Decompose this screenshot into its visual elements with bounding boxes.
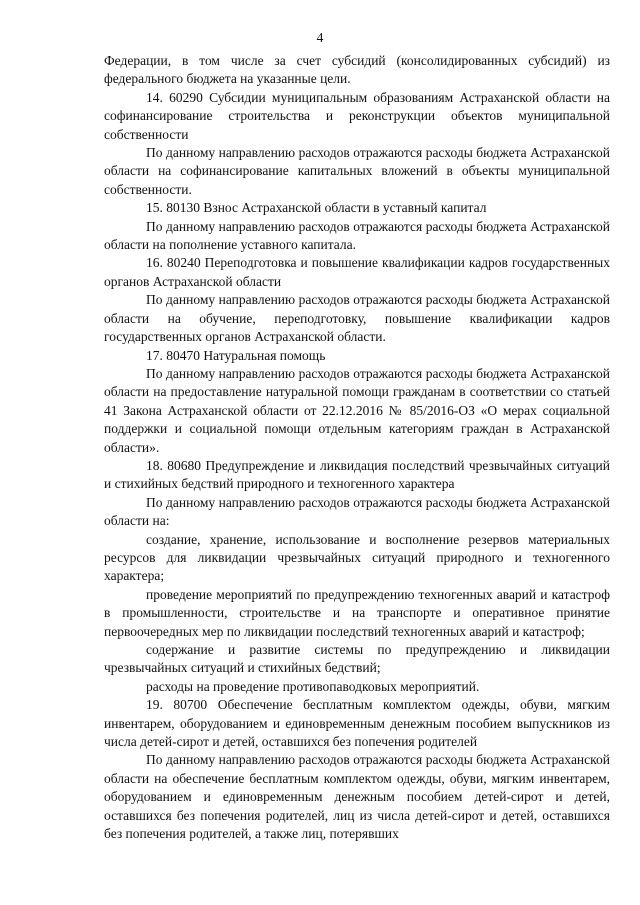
section-heading-14: 14. 60290 Субсидии муниципальным образованиям Астраханской области на софинансирование строительства и реконструкции объектов муниципальной собственности: [104, 89, 610, 142]
section-heading-19: 19. 80700 Обеспечение бесплатным комплектом одежды, обуви, мягким инвентарем, оборудованием и единовременным денежным пособием выпускников из числа детей-сирот и детей, оставшихся без попечения родителей: [104, 697, 610, 750]
paragraph-continuation: Федерации, в том числе за счет субсидий (консолидированных субсидий) из федерального бюджета на указанные цели.: [104, 53, 610, 87]
list-item: расходы на проведение противопаводковых мероприятий.: [146, 678, 480, 694]
list-item: содержание и развитие системы по предупреждению и ликвидации чрезвычайных ситуаций и стихийных бедствий;: [104, 642, 610, 676]
section-text-16: По данному направлению расходов отражаются расходы бюджета Астраханской области на обучение, переподготовку, повышение квалификации кадров государственных органов Астраханской области.: [104, 292, 610, 345]
section-text-18: По данному направлению расходов отражаются расходы бюджета Астраханской области на:: [104, 494, 610, 529]
section-heading-17: 17. 80470 Натуральная помощь: [146, 347, 326, 363]
document-body: [104, 52, 610, 843]
list-item: проведение мероприятий по предупреждению техногенных аварий и катастроф в промышленности, строительстве и на транспорте и оперативное принятие первоочередных мер по ликвидации последствий техногенных аварий и катастроф;: [104, 586, 610, 639]
section-text-17: По данному направлению расходов отражаются расходы бюджета Астраханской области на предоставление натуральной помощи гражданам в соответствии со статьей 41 Закона Астраханской области от 22.12.2016 № 85/2016-ОЗ «О мерах социальной поддержки и социальной помощи отдельным категориям граждан в Астраханской области».: [104, 365, 610, 455]
section-text-19: По данному направлению расходов отражаются расходы бюджета Астраханской области на обеспечение бесплатным комплектом одежды, обуви, мягким инвентарем, оборудованием и единовременным денежным пособием детей-сирот и детей, оставшихся без попечения родителей, лиц из числа детей-сирот и детей, оставшихся без попечения родителей, а также лиц, потерявших: [104, 752, 610, 842]
section-heading-16: 16. 80240 Переподготовка и повышение квалификации кадров государственных органов Астраханской области: [104, 255, 610, 289]
section-text-14: По данному направлению расходов отражаются расходы бюджета Астраханской области на софинансирование капитальных вложений в объекты муниципальной собственности.: [104, 145, 610, 197]
section-heading-18: 18. 80680 Предупреждение и ликвидация последствий чрезвычайных ситуаций и стихийных бедствий природного и техногенного характера: [104, 457, 610, 492]
list-item: создание, хранение, использование и восполнение резервов материальных ресурсов для ликвидации чрезвычайных ситуаций природного и техногенного характера;: [104, 531, 610, 584]
page-number: 4: [316, 30, 324, 45]
section-heading-15: 15. 80130 Взнос Астраханской области в уставный капитал: [146, 200, 487, 216]
section-text-15: По данному направлению расходов отражаются расходы бюджета Астраханской области на пополнение уставного капитала.: [104, 218, 610, 253]
